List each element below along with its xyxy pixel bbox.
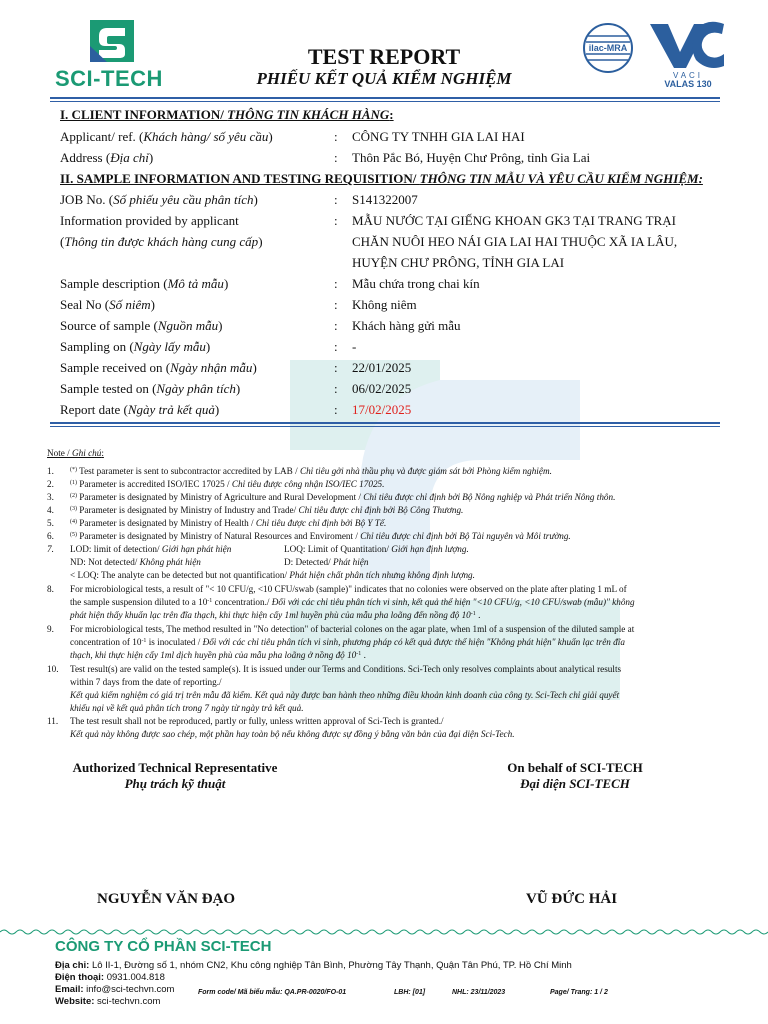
report-title: TEST REPORT: [307, 44, 461, 69]
info-value-line-1: MẪU NƯỚC TẠI GIẾNG KHOAN GK3 TẠI TRANG TRẠI: [352, 213, 677, 228]
applicant-value: CÔNG TY TNHH GIA LAI HAI: [352, 129, 525, 144]
section-rule: [50, 422, 720, 424]
left-signatory-subtitle: Phụ trách kỹ thuật: [124, 776, 226, 791]
page-number: Page/ Trang: 1 / 2: [550, 989, 608, 996]
header-rule-thin: [50, 101, 720, 102]
ilac-text: ilac-MRA: [588, 43, 628, 53]
footer-wave-divider: [0, 928, 768, 936]
header-rule: [50, 97, 720, 99]
client-address-row: Address (Địa chỉ) : Thôn Pắc Bó, Huyện Chư Prông, tỉnh Gia Lai: [60, 150, 591, 165]
ilac-mra-logo-icon: [578, 22, 638, 74]
source-of-sample-row: Source of sample (Nguồn mẫu) : Khách hàng gửi mẫu: [60, 318, 461, 333]
footer-website[interactable]: Website: sci-techvn.com: [55, 996, 161, 1007]
info-value-line-3: HUYỆN CHƯ PRÔNG, TỈNH GIA LAI: [352, 255, 565, 270]
footer-company-name: CÔNG TY CỔ PHẦN SCI-TECH: [55, 938, 272, 955]
sampling-on-row: Sampling on (Ngày lấy mẫu) : -: [60, 339, 357, 354]
client-applicant-row: Applicant/ ref. (Khách hàng/ số yêu cầu) : CÔNG TY TNHH GIA LAI HAI: [60, 129, 525, 144]
sample-tested-row: Sample tested on (Ngày phân tích) : 06/02/2025: [60, 381, 412, 396]
sci-tech-logo-text: SCI-TECH: [55, 66, 163, 91]
section-rule-thin: [50, 426, 720, 427]
left-signatory-title: Authorized Technical Representative: [72, 760, 278, 775]
footer-phone: Điện thoại: 0931.004.818: [55, 972, 165, 983]
job-no-value: S141322007: [352, 192, 418, 207]
lbh-code: LBH: [01]: [394, 989, 426, 996]
info-provided-row: Information provided by applicant (Thông tin được khách hàng cung cấp) : MẪU NƯỚC TẠI GIẾNG KHOAN GK3 TẠI TRANG TRẠI CHĂN NUÔI HEO NÁI GIA LAI HAI THUỘC XÃ IA LÂU, HUYỆN CHƯ PRÔNG, TỈNH GIA LAI: [60, 213, 678, 270]
left-signatory-name: NGUYỄN VĂN ĐẠO: [97, 891, 236, 907]
right-signatory-title: On behalf of SCI-TECH: [507, 760, 643, 775]
right-signatory-subtitle: Đại diện SCI-TECH: [520, 776, 630, 791]
notes-heading: Note / Ghi chú:: [47, 448, 104, 458]
section-client-title: I. CLIENT INFORMATION/ THÔNG TIN KHÁCH HÀNG:: [60, 107, 394, 122]
job-no-row: JOB No. (Số phiếu yêu cầu phân tích) : S141322007: [60, 192, 418, 207]
nhl-date: NHL: 23/11/2023: [452, 989, 506, 996]
footer-address: Địa chỉ: Lô II-1, Đường số 1, nhóm CN2, Khu công nghiệp Tân Bình, Phường Tây Thạnh, Quận Tân Phú, TP. Hồ Chí Minh: [55, 960, 572, 971]
notes-block: Note / Ghi chú: 1. (*) Test parameter is sent to subcontractor accredited by LAB / Chỉ tiêu gởi nhà thầu phụ và được giám sát bởi Phòng kiểm nghiệm. 2. $^{(1)}$ Parameter is accredited ISO/IEC 17025 / Chỉ tiêu được công nhận ISO/IEC 17025. 3. $^{(2)}$ Parameter is designated by Ministry of Agriculture and Rural Development / Chỉ tiêu được chỉ định bởi Bộ Nông nghiệp và Phát triển Nông thôn. 4. $^{(3)}$ Parameter is designated by Ministry of Industry and Trade/ Chỉ tiêu được chỉ định bởi Bộ Công Thương. 5. $^{(4)}$ Parameter is designated by Ministry of Health / Chỉ tiêu được chỉ định bởi Bộ Y Tế. 6. $^{(5)}$ Parameter is designated by Ministry of Natural Resources and Enviroment / Chỉ tiêu được chỉ định bởi Bộ Tài nguyên và Môi trường. 7. LOD: limit of detection/ Giới hạn phát hiện LOQ: Limit of Quantitation/ Giới hạn định lượng. ND: Not detected/ Không phát hiện D: Detected/ Phát hiện < LOQ: The analyte can be detected but not quantification/ Phát hiện chất phân tích nhưng không định lượng. 8. For microbiological tests, a result of "< 10 CFU/g, <10 CFU/swab (sample)" indicates that no colonies were observed on the plate after plating 1 mL of the sample suspension diluted to a $10^{-1}$ concentration./ Đối với các chỉ tiêu phân tích vi sinh, kết quả thể hiện "<10 CFU/g, <10 CFU/swab (mẫu)" không phát hiện thấy khuẩn lạc trên đĩa thạch, khi thực hiện cấy 1ml huyền phù của mẫu pha loãng đến nồng độ $10^{-1}$ . 9. For microbiological tests, The method resulted in "No detection" of bacterial colones on the agar plate, when 1ml of a suspension of the diluted sample at concentration of $10^{-1}$ is inoculated / Đối với các chỉ tiêu phân tích vi sinh, phương pháp có kết quả được thể hiện "Không phát hiện" khuẩn lạc trên đĩa thạch, khi thực hiện cấy 1ml dịch huyền phù của mẫu pha loãng ở nồng độ $10^{-1}$ . 10. Test result(s) are valid on the tested sample(s). It is issued under our Terms and Conditions. Sci-Tech only resolves complaints about analytical results within 7 days from the date of reporting./ Kết quả kiểm nghiệm có giá trị trên mẫu đã kiểm. Kết quả này được ban hành theo những điều khoản kinh doanh của công ty. Sci-Tech chỉ giải quyết khiếu nại về kết quả phân tích trong 7 ngày từ ngày trả kết quả. 11. The test result shall not be reproduced, partly or fully, unless written approval of Sci-Tech is granted./ Kết quả này không được sao chép, một phần hay toàn bộ nếu không được sự đồng ý bằng văn bản của đại diện Sci-Tech.: [47, 448, 635, 739]
report-subtitle: PHIẾU KẾT QUẢ KIỂM NGHIỆM: [256, 69, 512, 88]
section-sample-title: II. SAMPLE INFORMATION AND TESTING REQUISITION/ THÔNG TIN MẪU VÀ YÊU CẦU KIỂM NGHIỆM:: [60, 171, 703, 186]
address-value: Thôn Pắc Bó, Huyện Chư Prông, tỉnh Gia Lai: [352, 150, 591, 165]
info-value-line-2: CHĂN NUÔI HEO NÁI GIA LAI HAI THUỘC XÃ IA LÂU,: [352, 234, 678, 249]
report-date-row: Report date (Ngày trả kết quả) : 17/02/2025: [60, 402, 412, 417]
vaci-logo-icon: [648, 18, 726, 88]
sample-description-row: Sample description (Mô tả mẫu) : Mẫu chứa trong chai kín: [60, 276, 480, 291]
seal-no-row: Seal No (Số niêm) : Không niêm: [60, 297, 417, 312]
form-code: Form code/ Mã biểu mẫu: QA.PR-0020/FO-01: [198, 989, 347, 996]
sample-received-row: Sample received on (Ngày nhận mẫu) : 22/01/2025: [60, 360, 412, 375]
vaci-text: VACI: [672, 71, 704, 80]
valas-text: VALAS 130: [664, 79, 712, 88]
footer-email[interactable]: Email: info@sci-techvn.com: [55, 984, 175, 995]
report-date-value: 17/02/2025: [352, 402, 412, 417]
right-signatory-name: VŨ ĐỨC HẢI: [526, 891, 618, 907]
